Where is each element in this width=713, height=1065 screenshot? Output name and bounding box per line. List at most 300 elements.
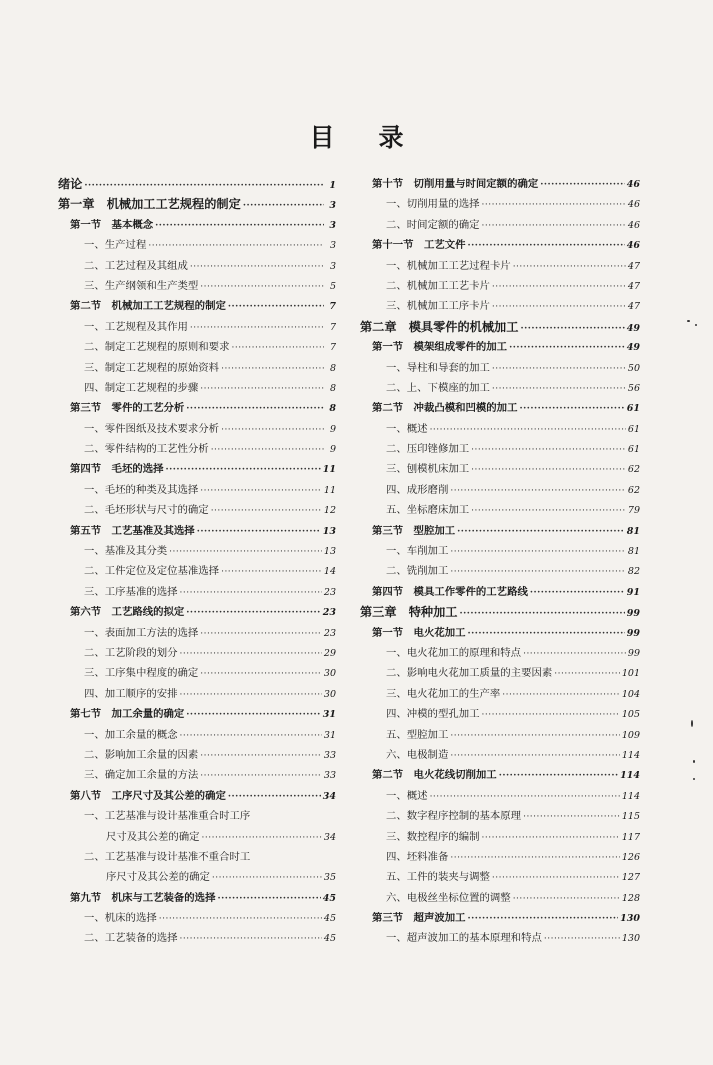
toc-section [58, 704, 336, 724]
toc-entry-title: 一、基准及其分类 [84, 545, 168, 558]
toc-entry-title: 二、毛坯形状与尺寸的确定 [84, 504, 209, 517]
toc-leader-dots [180, 726, 322, 746]
toc-leader-dots [169, 542, 322, 562]
page-title: 目录 [309, 123, 448, 152]
toc-entry-title: 序尺寸及其公差的确定 [106, 871, 210, 884]
toc-page-number: 3 [329, 219, 336, 231]
toc-entry-title: 四、加工顺序的安排 [84, 687, 178, 700]
toc-leader-dots [530, 583, 625, 603]
toc-leader-dots [471, 501, 626, 521]
toc-entry-title: 五、型腔加工 [386, 728, 449, 741]
toc-item [58, 419, 336, 439]
toc-entry-title: 二、工艺装备的选择 [84, 932, 178, 945]
toc-page-number: 33 [323, 770, 336, 782]
toc-item [360, 806, 640, 826]
toc-entry-title: 一、切削用量的选择 [386, 198, 480, 211]
toc-leader-dots [217, 889, 320, 909]
toc-entry-title: 一、车削加工 [386, 545, 449, 558]
toc-page-number: 99 [626, 627, 640, 639]
toc-entry-title: 二、数字程序控制的基本原理 [386, 810, 522, 823]
toc-entry-title: 二、工艺阶段的划分 [84, 646, 178, 659]
toc-entry-title: 尺寸及其公差的确定 [106, 830, 200, 843]
toc-page-number: 23 [323, 627, 336, 639]
toc-leader-dots [544, 929, 620, 949]
toc-page-number: 47 [627, 280, 640, 292]
toc-leader-dots [499, 766, 618, 786]
toc-entry-title: 二、工艺过程及其组成 [84, 259, 188, 272]
toc-leader-dots [148, 236, 324, 256]
toc-entry-title: 三、机械加工工序卡片 [386, 300, 490, 313]
toc-leader-dots [228, 787, 321, 807]
toc-page-number: 9 [329, 423, 336, 435]
toc-item [58, 663, 336, 683]
toc-entry-title: 第三章 特种加工 [360, 605, 458, 620]
toc-leader-dots [450, 481, 626, 501]
toc-leader-dots [200, 746, 322, 766]
toc-page-number: 35 [323, 872, 336, 884]
toc-entry-title: 第九节 机床与工艺装备的选择 [70, 891, 216, 904]
toc-item [360, 296, 640, 316]
toc-leader-dots [243, 196, 324, 216]
toc-leader-dots [180, 685, 322, 705]
toc-page-number: 127 [621, 872, 640, 884]
toc-section [58, 786, 336, 806]
toc-section [360, 623, 640, 643]
toc-item [360, 256, 640, 276]
toc-entry-title: 第三节 型腔加工 [372, 524, 456, 537]
toc-entry-title: 二、时间定额的确定 [386, 218, 480, 231]
toc-entry-title: 一、超声波加工的基本原理和特点 [386, 932, 542, 945]
toc-page-number: 5 [329, 280, 336, 292]
toc-page-number: 61 [627, 444, 640, 456]
toc-page-number: 46 [626, 240, 640, 252]
toc-entry-title: 五、坐标磨床加工 [386, 504, 470, 517]
toc-leader-dots [231, 338, 324, 358]
toc-page-number: 31 [323, 729, 336, 741]
toc-entry-title: 四、制定工艺规程的步骤 [84, 381, 199, 394]
toc-chapter [58, 174, 336, 194]
toc-leader-dots [190, 257, 324, 277]
toc-page-number: 45 [323, 913, 336, 925]
toc-entry-title: 四、坯料准备 [386, 850, 449, 863]
toc-page-number: 50 [627, 362, 640, 374]
toc-leader-dots [166, 460, 321, 480]
toc-leader-dots [523, 807, 620, 827]
toc-leader-dots [520, 319, 624, 339]
toc-section [360, 337, 640, 357]
toc-page-number: 3 [329, 200, 336, 212]
toc-leader-dots [200, 664, 322, 684]
toc-page-number: 7 [329, 321, 336, 333]
toc-item [58, 725, 336, 745]
toc-entry-title: 第四节 毛坯的选择 [70, 463, 164, 476]
toc-section [58, 459, 336, 479]
toc-entry-title: 第十节 切削用量与时间定额的确定 [372, 178, 539, 190]
toc-entry-title: 二、压印锉修加工 [386, 443, 470, 456]
toc-leader-dots [221, 562, 322, 582]
toc-section [360, 174, 640, 194]
toc-item [360, 541, 640, 561]
toc-leader-dots [180, 644, 322, 664]
toc-item [58, 541, 336, 561]
toc-entry-title: 一、概述 [386, 789, 428, 802]
toc-page-number: 91 [626, 586, 640, 598]
toc-entry-title: 二、制定工艺规程的原则和要求 [84, 341, 230, 354]
toc-leader-dots [202, 828, 322, 848]
toc-leader-dots [468, 236, 625, 256]
toc-page-number: 104 [621, 688, 640, 700]
toc-entry-title: 一、导柱和导套的加工 [386, 361, 490, 374]
toc-page-number: 82 [627, 566, 640, 578]
toc-leader-dots [180, 583, 322, 603]
toc-item [360, 500, 640, 520]
toc-page-number: 34 [323, 831, 336, 843]
toc-entry-title: 一、零件图纸及技术要求分析 [84, 422, 220, 435]
toc-entry-title: 第四节 模具工作零件的工艺路线 [372, 585, 528, 598]
toc-page-number: 29 [323, 647, 336, 659]
toc-leader-dots [460, 604, 625, 624]
toc-entry-title: 第三节 超声波加工 [372, 912, 466, 925]
toc-leader-dots [211, 501, 322, 521]
toc-item [58, 337, 336, 357]
toc-leader-dots [471, 460, 626, 480]
toc-item [58, 439, 336, 459]
toc-leader-dots [180, 929, 322, 949]
toc-page-number: 126 [621, 851, 640, 863]
toc-leader-dots [482, 828, 620, 848]
toc-page-number: 130 [621, 933, 640, 945]
toc-section [360, 582, 640, 602]
toc-entry-title: 第二节 冲裁凸模和凹模的加工 [372, 402, 518, 415]
toc-page-number: 33 [323, 749, 336, 761]
toc-entry-title: 六、电极丝坐标位置的调整 [386, 891, 511, 904]
toc-leader-dots [468, 909, 619, 929]
toc-entry-title: 一、机床的选择 [84, 912, 157, 925]
toc-leader-dots [200, 624, 322, 644]
toc-section [58, 521, 336, 541]
toc-section [58, 296, 336, 316]
toc-section [360, 908, 640, 928]
toc-page-number: 130 [620, 913, 640, 925]
toc-page-number: 3 [329, 240, 336, 252]
toc-leader-dots [492, 379, 626, 399]
toc-item [360, 867, 640, 887]
toc-leader-dots [450, 542, 626, 562]
toc-leader-dots [430, 420, 626, 440]
toc-entry-title: 六、电极制造 [386, 748, 449, 761]
toc-leader-dots [471, 440, 626, 460]
toc-page-number: 61 [627, 423, 640, 435]
toc-entry-title: 三、工序基准的选择 [84, 585, 178, 598]
toc-entry-title: 第二节 机械加工工艺规程的制定 [70, 300, 226, 313]
toc-item [58, 480, 336, 500]
toc-leader-dots [450, 746, 620, 766]
toc-entry-title: 二、机械加工工艺卡片 [386, 279, 490, 292]
toc-page-number: 8 [329, 403, 336, 415]
toc-section [360, 235, 640, 255]
toc-item [58, 867, 336, 887]
toc-chapter [58, 194, 336, 214]
toc-page-number: 8 [329, 382, 336, 394]
toc-page-number: 8 [329, 362, 336, 374]
toc-item [58, 847, 336, 867]
toc-entry-title: 二、工件定位及定位基准选择 [84, 565, 220, 578]
toc-entry-title: 四、冲模的型孔加工 [386, 708, 480, 721]
toc-leader-dots [523, 644, 626, 664]
toc-entry-title: 二、工艺基准与设计基准不重合时工 [84, 850, 251, 863]
toc-page-number: 30 [323, 668, 336, 680]
toc-page-number: 99 [626, 608, 640, 620]
toc-page-number: 13 [322, 525, 336, 537]
toc-item [360, 684, 640, 704]
toc-chapter [360, 317, 640, 337]
toc-entry-title: 三、数控程序的编制 [386, 830, 480, 843]
toc-leader-dots [513, 889, 620, 909]
toc-item [360, 643, 640, 663]
toc-page-number: 81 [626, 525, 640, 537]
toc-entry-title: 第七节 加工余量的确定 [70, 708, 185, 721]
toc-item [360, 480, 640, 500]
toc-leader-dots [450, 848, 620, 868]
toc-page-number: 46 [627, 199, 640, 211]
toc-leader-dots [513, 257, 626, 277]
toc-entry-title: 三、确定加工余量的方法 [84, 769, 199, 782]
toc-leader-dots [492, 359, 626, 379]
toc-item [58, 500, 336, 520]
toc-item [58, 561, 336, 581]
toc-item [360, 419, 640, 439]
toc-leader-dots [482, 216, 626, 236]
toc-item [58, 745, 336, 765]
toc-leader-dots [212, 868, 322, 888]
toc-leader-dots [509, 338, 625, 358]
toc-entry-title: 二、影响加工余量的因素 [84, 748, 199, 761]
toc-page-number: 117 [621, 831, 640, 843]
toc-section [360, 398, 640, 418]
toc-entry-title: 一、工艺基准与设计基准重合时工序 [84, 810, 251, 823]
toc-page-number: 46 [626, 179, 640, 190]
toc-entry-title: 二、零件结构的工艺性分析 [84, 443, 209, 456]
toc-page-number: 114 [621, 790, 640, 802]
toc-leader-dots [450, 726, 620, 746]
toc-page-number: 105 [621, 709, 640, 721]
toc-page-number: 109 [621, 729, 640, 741]
toc-page-number: 45 [323, 933, 336, 945]
toc-leader-dots [492, 277, 626, 297]
toc-leader-dots [221, 359, 324, 379]
toc-page-number: 47 [627, 301, 640, 313]
toc-entry-title: 三、电火花加工的生产率 [386, 687, 501, 700]
toc-entry-title: 一、毛坯的种类及其选择 [84, 483, 199, 496]
toc-page-number: 49 [626, 322, 640, 334]
toc-leader-dots [482, 195, 626, 215]
toc-entry-title: 五、工件的装夹与调整 [386, 871, 490, 884]
toc-leader-dots [554, 664, 620, 684]
toc-page-number: 49 [626, 342, 640, 354]
toc-item [58, 827, 336, 847]
toc-leader-dots [200, 379, 324, 399]
toc-entry-title: 三、刨模机床加工 [386, 463, 470, 476]
toc-chapter [360, 602, 640, 622]
toc-item [360, 459, 640, 479]
toc-item [360, 561, 640, 581]
toc-leader-dots [228, 297, 324, 317]
toc-page-number: 31 [322, 709, 336, 721]
toc-entry-title: 第六节 工艺路线的拟定 [70, 606, 185, 619]
scan-specks [685, 300, 705, 800]
toc-item [58, 256, 336, 276]
toc-entry-title: 第一节 基本概念 [70, 218, 154, 231]
toc-leader-dots [197, 522, 321, 542]
toc-page-number: 34 [322, 790, 336, 802]
toc-item [360, 276, 640, 296]
toc-page-number: 47 [627, 260, 640, 272]
toc-item [360, 378, 640, 398]
toc-entry-title: 二、上、下模座的加工 [386, 381, 490, 394]
toc-page-number: 30 [323, 688, 336, 700]
toc-page-number: 23 [322, 607, 336, 619]
toc-item [58, 908, 336, 928]
toc-page-number: 56 [627, 382, 640, 394]
toc-section [58, 602, 336, 622]
toc-item [360, 725, 640, 745]
toc-item [58, 765, 336, 785]
toc-entry-title: 一、生产过程 [84, 239, 147, 252]
toc-page-number: 11 [323, 484, 336, 496]
toc-page-number: 12 [323, 505, 336, 517]
toc-item [360, 827, 640, 847]
toc-page-number: 62 [627, 484, 640, 496]
toc-page-number: 62 [627, 464, 640, 476]
toc-item [58, 684, 336, 704]
toc-item [360, 215, 640, 235]
toc-leader-dots [186, 603, 320, 623]
toc-item [360, 928, 640, 948]
toc-entry-title: 第一节 模架组成零件的加工 [372, 341, 508, 354]
toc-leader-dots [186, 705, 320, 725]
toc-item [58, 643, 336, 663]
toc-entry-title: 四、成形磨削 [386, 483, 449, 496]
toc-item [58, 378, 336, 398]
toc-section [360, 765, 640, 785]
toc-page-number: 79 [627, 505, 640, 517]
toc-entry-title: 三、工序集中程度的确定 [84, 667, 199, 680]
toc-entry-title: 二、铣削加工 [386, 565, 449, 578]
toc-leader-dots [519, 399, 624, 419]
toc-item [360, 847, 640, 867]
toc-section [58, 215, 336, 235]
toc-page-number: 7 [329, 301, 336, 313]
toc-entry-title: 三、生产纲领和生产类型 [84, 279, 199, 292]
toc-section [58, 888, 336, 908]
toc-item [360, 704, 640, 724]
toc-leader-dots [211, 440, 324, 460]
toc-leader-dots [221, 420, 324, 440]
toc-page-number: 45 [322, 892, 336, 904]
toc-page-number: 7 [329, 342, 336, 354]
toc-leader-dots [468, 624, 625, 644]
toc-leader-dots [84, 176, 324, 196]
toc-entry-title: 第一节 电火花加工 [372, 626, 466, 639]
toc-item [360, 358, 640, 378]
toc-page-number: 115 [621, 811, 640, 823]
toc-page-number: 128 [621, 892, 640, 904]
toc-item [360, 888, 640, 908]
toc-item [58, 276, 336, 296]
toc-entry-title: 第十一节 工艺文件 [372, 239, 466, 252]
toc-section [58, 398, 336, 418]
toc-entry-title: 一、工艺规程及其作用 [84, 320, 188, 333]
toc-right-column [360, 174, 640, 949]
toc-leader-dots [200, 277, 324, 297]
toc-page-number: 81 [627, 546, 640, 558]
toc-entry-title: 绪论 [58, 177, 83, 191]
toc-entry-title: 一、概述 [386, 422, 428, 435]
toc-leader-dots [492, 297, 626, 317]
toc-entry-title: 三、制定工艺规程的原始资料 [84, 361, 220, 374]
toc-item [58, 235, 336, 255]
toc-item [58, 358, 336, 378]
toc-leader-dots [155, 216, 324, 236]
toc-leader-dots [457, 522, 625, 542]
toc-item [58, 928, 336, 948]
toc-page-number: 14 [323, 566, 336, 578]
toc-entry-title: 第二节 电火花线切削加工 [372, 769, 497, 782]
toc-entry-title: 一、机械加工工艺过程卡片 [386, 259, 511, 272]
toc-entry-title: 第二章 模具零件的机械加工 [360, 319, 519, 334]
toc-page-number: 61 [626, 403, 640, 415]
toc-page-number: 23 [323, 586, 336, 598]
toc-item [58, 806, 336, 826]
toc-page-number: 114 [621, 749, 640, 761]
toc-page-number: 13 [323, 546, 336, 558]
toc-entry-title: 一、电火花加工的原理和特点 [386, 646, 522, 659]
toc-leader-dots [450, 562, 626, 582]
toc-item [360, 786, 640, 806]
toc-left-column [58, 174, 336, 949]
toc-item [360, 439, 640, 459]
toc-page-number: 46 [627, 219, 640, 231]
toc-page-number: 1 [329, 180, 336, 191]
toc-item [58, 623, 336, 643]
toc-section [360, 521, 640, 541]
toc-page-number: 101 [621, 668, 640, 680]
toc-item [58, 582, 336, 602]
toc-item [360, 194, 640, 214]
toc-item [360, 745, 640, 765]
toc-entry-title: 一、加工余量的概念 [84, 728, 178, 741]
toc-leader-dots [200, 766, 322, 786]
toc-leader-dots [540, 175, 625, 195]
toc-leader-dots [430, 787, 620, 807]
toc-item [360, 663, 640, 683]
toc-page-number: 99 [627, 647, 640, 659]
toc-page-number: 9 [329, 444, 336, 456]
toc-leader-dots [186, 399, 324, 419]
toc-leader-dots [190, 318, 324, 338]
toc-page-number: 11 [322, 464, 336, 476]
toc-leader-dots [159, 909, 322, 929]
toc-item [58, 317, 336, 337]
toc-entry-title: 第一章 机械加工工艺规程的制定 [58, 197, 241, 212]
toc-entry-title: 一、表面加工方法的选择 [84, 626, 199, 639]
toc-leader-dots [502, 685, 620, 705]
toc-entry-title: 第五节 工艺基准及其选择 [70, 524, 195, 537]
toc-page-number: 114 [620, 770, 640, 782]
toc-leader-dots [200, 481, 322, 501]
toc-entry-title: 第八节 工序尺寸及其公差的确定 [70, 789, 226, 802]
toc-entry-title: 第三节 零件的工艺分析 [70, 402, 185, 415]
